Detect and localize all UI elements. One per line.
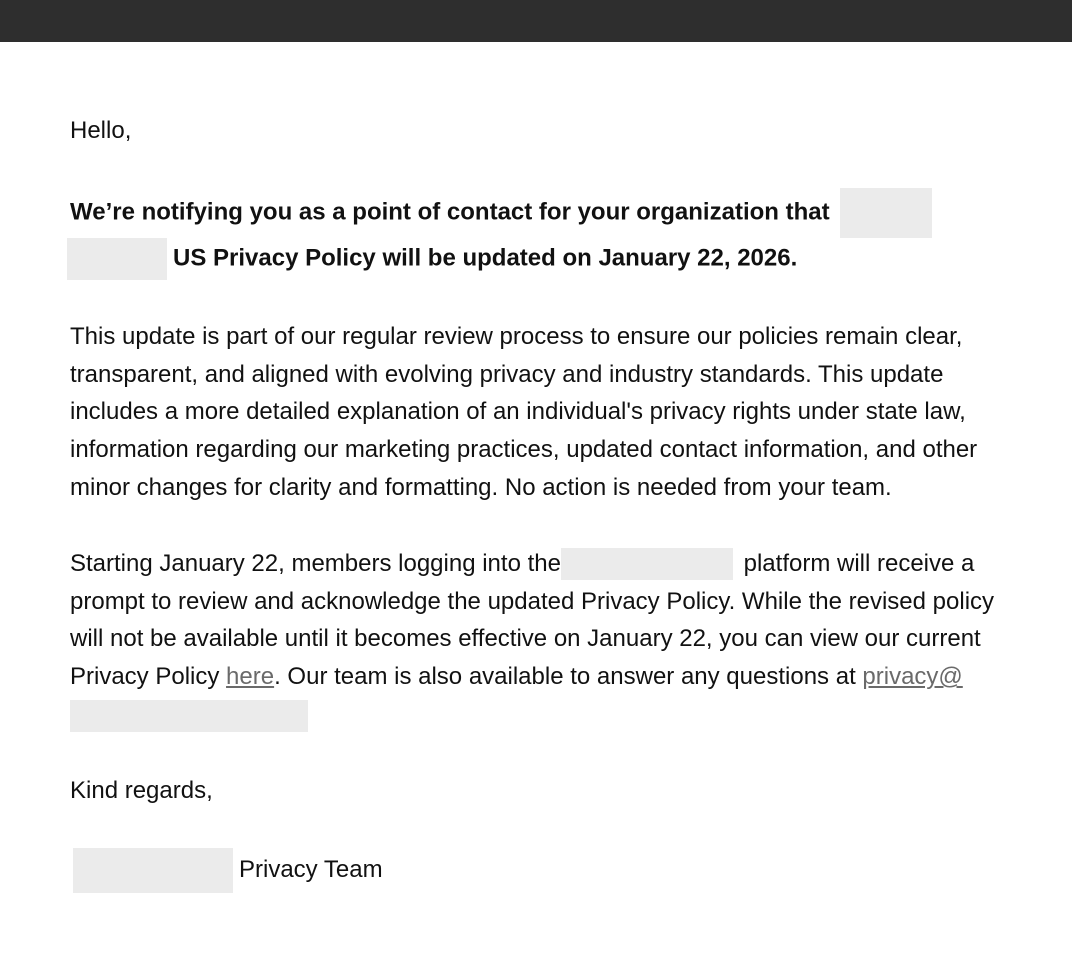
signature (70, 848, 1015, 893)
signature-team: Privacy Team (239, 855, 383, 883)
email-body (70, 112, 1015, 893)
intro-paragraph (70, 188, 1015, 280)
top-bar (0, 0, 1072, 42)
platform-text-part1: Starting January 22, members logging into the (70, 549, 561, 577)
intro-text-part1: We’re notifying you as a point of contact for your organization that (70, 198, 837, 226)
platform-text-part3: . Our team is also available to answer any questions at (274, 663, 863, 691)
platform-paragraph (70, 545, 1015, 734)
platform-text-part2: platform will receive a prompt to review and acknowledge the updated Privacy Policy. While the revised policy will not be available until it becomes effective on January 22, you can view our current Privacy Policy (70, 549, 995, 691)
privacy-email-link[interactable]: privacy@ (862, 663, 963, 691)
redacted-organization-name (840, 188, 932, 238)
privacy-policy-link[interactable]: here (226, 663, 275, 691)
closing: Kind regards, (70, 776, 213, 804)
update-details-paragraph: This update is part of our regular review process to ensure our policies remain clear, transparent, and aligned with evolving privacy and industry standards. This update includes a more detailed explanation of an individual's privacy rights under state law, information regarding our marketing practices, updated contact information, and other minor changes for clarity and formatting. No action is needed from your team. (70, 322, 978, 501)
redacted-organization-name-continued (67, 238, 167, 280)
greeting: Hello, (70, 117, 132, 144)
intro-text-part2: US Privacy Policy will be updated on January 22, 2026. (173, 244, 798, 272)
redacted-email-domain (70, 700, 308, 732)
redacted-platform-name (561, 548, 733, 580)
redacted-company-name (73, 848, 233, 893)
